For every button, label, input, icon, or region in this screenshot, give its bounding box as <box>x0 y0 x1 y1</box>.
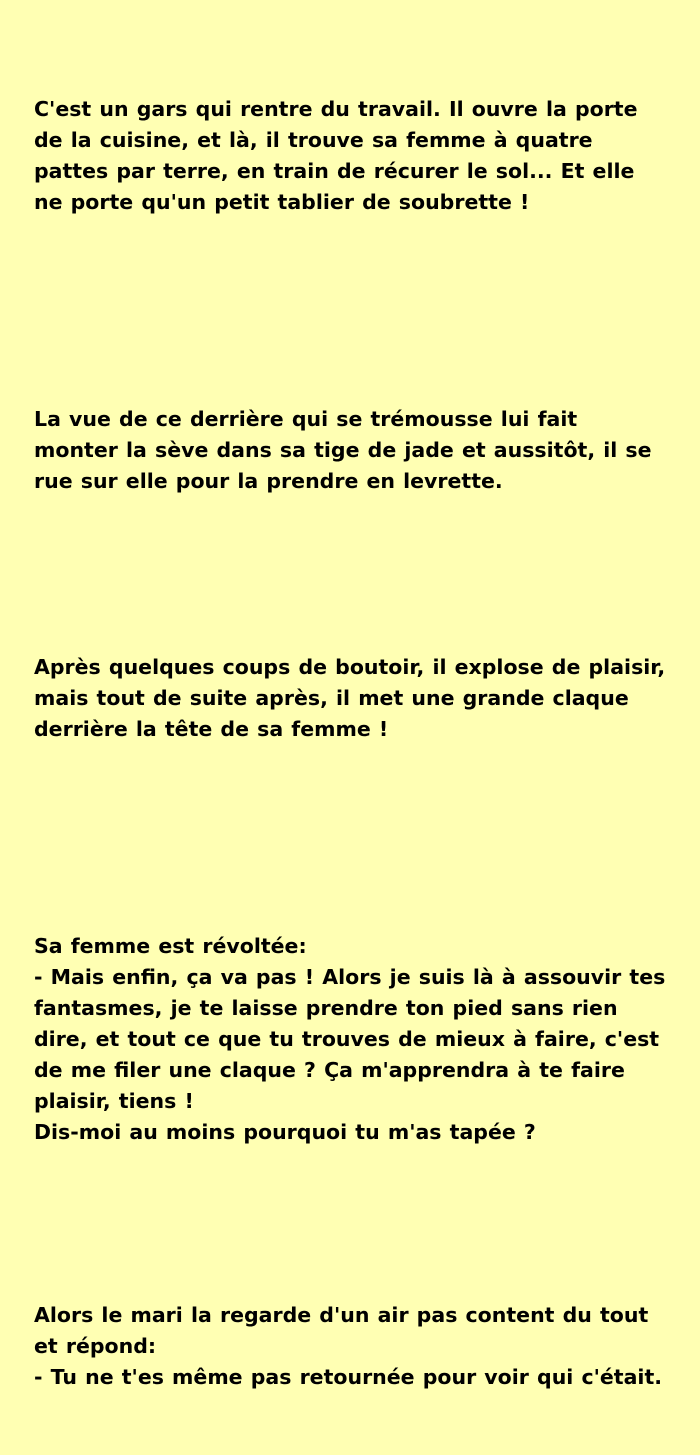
paragraph-spacer-4 <box>34 1210 666 1238</box>
paragraph-1: C'est un gars qui rentre du travail. Il ouvre la porte de la cuisine, et là, il trouve sa femme à quatre pattes par terre, en train de récurer le sol... Et elle ne porte qu'un petit tablier de soubrette ! <box>34 97 646 214</box>
paragraph-2: La vue de ce derrière qui se trémousse lui fait monter la sève dans sa tige de jade et aussitôt, il se rue sur elle pour la prendre en levrette. <box>34 407 660 493</box>
paragraph-5: Alors le mari la regarde d'un air pas content du tout et répond: - Tu ne t'es même pas retournée pour voir qui c'était. <box>34 1303 663 1389</box>
paragraph-spacer-3 <box>34 807 666 869</box>
paragraph-4: Sa femme est révoltée: - Mais enfin, ça va pas ! Alors je suis là à assouvir tes fantasmes, je te laisse prendre ton pied sans rien dire, et tout ce que tu trouves de mieux à faire, c'est de me filer une claque ? Ça m'apprendra à te faire plaisir, tiens ! Dis-moi au moins pourquoi tu m'as tapée ? <box>34 934 666 1144</box>
paragraph-spacer-2 <box>34 559 666 590</box>
paragraph-spacer-1 <box>34 280 666 342</box>
joke-body <box>34 32 674 1455</box>
paragraph-3: Après quelques coups de boutoir, il explose de plaisir, mais tout de suite après, il met une grande claque derrière la tête de sa femme ! <box>34 655 674 741</box>
